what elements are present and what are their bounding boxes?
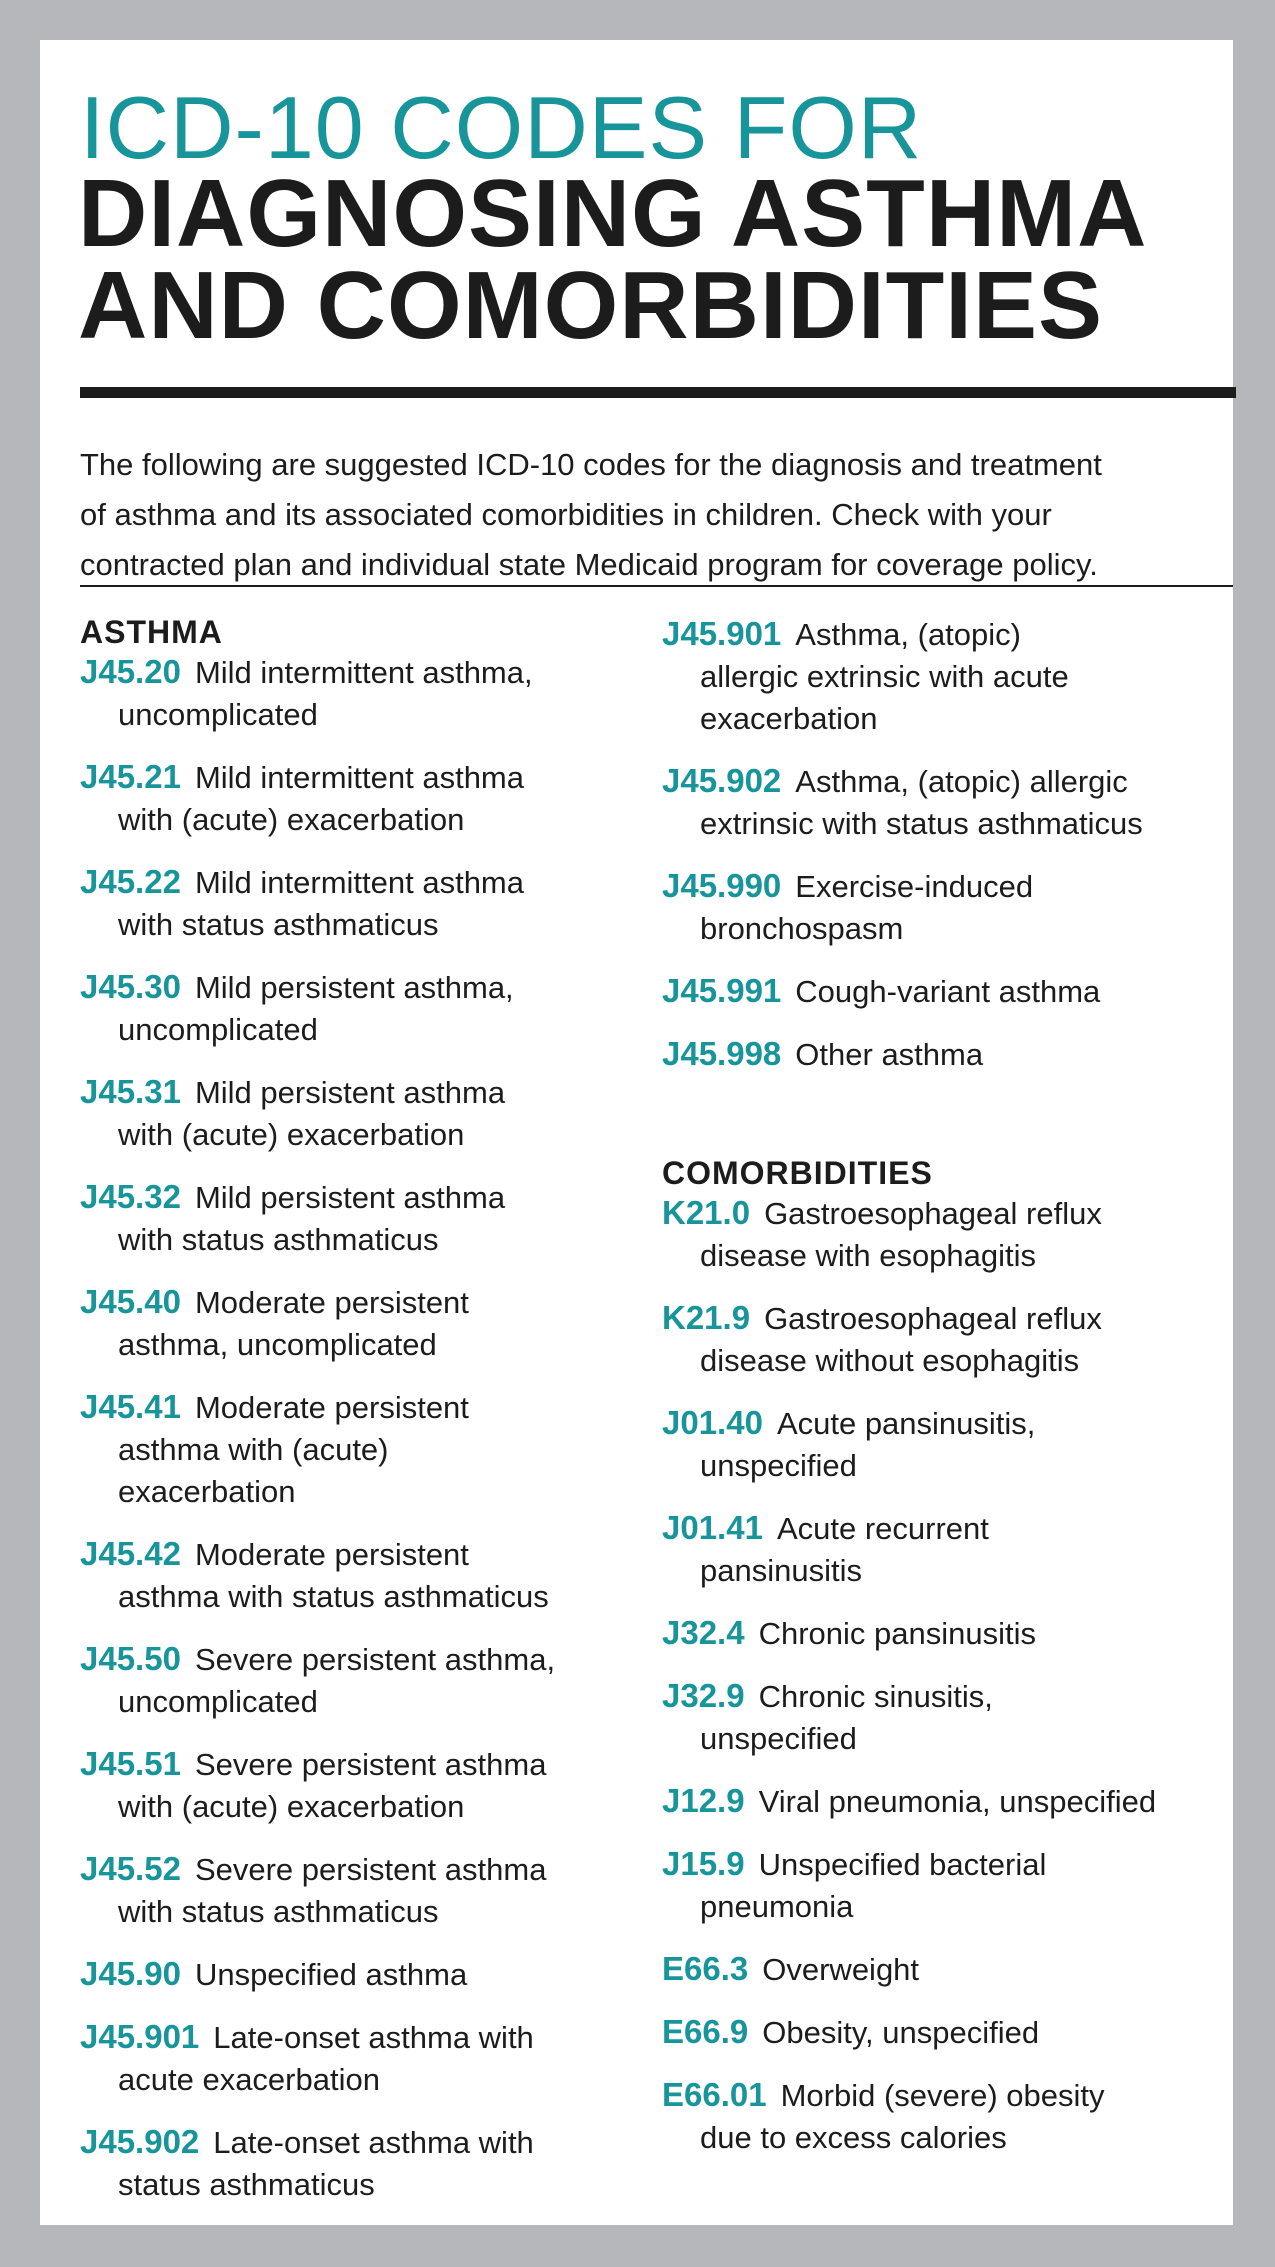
code-description: Mild intermittent asthma with (acute) exacerbation — [118, 760, 524, 837]
code-description: Unspecified asthma — [194, 1957, 468, 1992]
code-description: Chronic pansinusitis — [758, 1616, 1037, 1651]
icd-code: J45.21 — [80, 758, 181, 795]
code-entry — [662, 1297, 1232, 1382]
code-entry — [80, 1386, 640, 1513]
info-card — [40, 40, 1233, 2225]
icd-code: J45.901 — [80, 2018, 200, 2055]
code-entry — [662, 1402, 1232, 1487]
code-description: Moderate persistent asthma with status asthmaticus — [118, 1537, 549, 1614]
right-column — [662, 613, 1232, 2179]
icd-code: J32.4 — [662, 1614, 745, 1651]
code-entry — [80, 2016, 640, 2101]
code-description: Mild intermittent asthma, uncomplicated — [118, 655, 533, 732]
icd-code: J45.32 — [80, 1178, 181, 1215]
title-line-3: AND COMORBIDITIES — [78, 252, 1103, 359]
code-description: Severe persistent asthma with status asthmaticus — [118, 1852, 547, 1929]
code-entry — [662, 2074, 1232, 2159]
code-entry — [662, 865, 1232, 950]
title-divider — [80, 387, 1236, 398]
intro-paragraph: The following are suggested ICD-10 codes for the diagnosis and treatment of asthma and its associated comorbidities in children. Check with your contracted plan and individual state Medicaid program for coverage policy. — [80, 447, 1102, 582]
section-spacer — [662, 1096, 1232, 1154]
code-entry — [80, 1848, 640, 1933]
comorbidities-heading: COMORBIDITIES — [662, 1155, 933, 1191]
code-description: Asthma, (atopic) allergic extrinsic with status asthmaticus — [700, 764, 1143, 841]
icd-code: J01.40 — [662, 1404, 763, 1441]
code-description: Viral pneumonia, unspecified — [758, 1784, 1157, 1819]
code-entry — [80, 1281, 640, 1366]
code-description: Exercise-induced bronchospasm — [700, 869, 1034, 946]
title-line-2: DIAGNOSING ASTHMA — [78, 160, 1148, 267]
icd-code: J01.41 — [662, 1509, 763, 1546]
asthma-list-continued — [662, 613, 1232, 1076]
icd-code: J45.991 — [662, 972, 782, 1009]
code-description: Severe persistent asthma with (acute) exacerbation — [118, 1747, 547, 1824]
code-description: Cough-variant asthma — [795, 974, 1101, 1009]
asthma-list — [80, 651, 640, 2206]
code-description: Obesity, unspecified — [762, 2015, 1040, 2050]
comorbidities-list — [662, 1192, 1232, 2159]
code-entry — [80, 756, 640, 841]
code-entry — [80, 1071, 640, 1156]
code-description: Mild persistent asthma with status asthmaticus — [118, 1180, 506, 1257]
icd-code: J45.20 — [80, 653, 181, 690]
code-description: Mild intermittent asthma with status asthmaticus — [118, 865, 524, 942]
code-entry — [662, 1843, 1232, 1928]
icd-code: J45.901 — [662, 615, 782, 652]
code-description: Other asthma — [795, 1037, 984, 1072]
page-title — [78, 160, 1148, 359]
code-entry — [662, 1192, 1232, 1277]
icd-code: J45.40 — [80, 1283, 181, 1320]
icd-code: J45.902 — [662, 762, 782, 799]
code-entry — [662, 2011, 1232, 2054]
code-description: Moderate persistent asthma, uncomplicated — [118, 1285, 469, 1362]
title-line-1: ICD-10 CODES FOR — [80, 78, 923, 177]
icd-code: J12.9 — [662, 1782, 745, 1819]
icd-code: J45.51 — [80, 1745, 181, 1782]
icd-code: J45.902 — [80, 2123, 200, 2160]
code-description: Severe persistent asthma, uncomplicated — [118, 1642, 556, 1719]
icd-code: J45.42 — [80, 1535, 181, 1572]
icd-code: K21.9 — [662, 1299, 751, 1336]
asthma-heading: ASTHMA — [80, 614, 223, 650]
icd-code: K21.0 — [662, 1194, 751, 1231]
code-description: Moderate persistent asthma with (acute) exacerbation — [118, 1390, 469, 1509]
code-description: Morbid (severe) obesity due to excess calories — [700, 2078, 1105, 2155]
icd-code: J45.31 — [80, 1073, 181, 1110]
code-description: Late-onset asthma with acute exacerbation — [118, 2020, 534, 2097]
code-entry — [80, 1533, 640, 1618]
code-description: Acute recurrent pansinusitis — [700, 1511, 989, 1588]
code-entry — [80, 861, 640, 946]
icd-code: J45.90 — [80, 1955, 181, 1992]
icd-code: E66.01 — [662, 2076, 767, 2113]
left-column — [80, 613, 640, 2226]
intro-divider — [80, 585, 1233, 587]
icd-code: J45.41 — [80, 1388, 181, 1425]
icd-code: J15.9 — [662, 1845, 745, 1882]
code-description: Acute pansinusitis, unspecified — [700, 1406, 1036, 1483]
code-entry — [80, 1953, 640, 1996]
code-entry — [662, 970, 1232, 1013]
code-description: Chronic sinusitis, unspecified — [700, 1679, 993, 1756]
icd-code: J45.52 — [80, 1850, 181, 1887]
code-entry — [662, 1612, 1232, 1655]
code-entry — [662, 1780, 1232, 1823]
code-entry — [662, 1507, 1232, 1592]
code-description: Mild persistent asthma with (acute) exacerbation — [118, 1075, 506, 1152]
icd-code: J45.22 — [80, 863, 181, 900]
code-description: Mild persistent asthma, uncomplicated — [118, 970, 514, 1047]
code-description: Overweight — [762, 1952, 920, 1987]
icd-code: E66.3 — [662, 1950, 749, 1987]
code-entry — [80, 2121, 640, 2206]
code-entry — [662, 1948, 1232, 1991]
code-entry — [662, 1033, 1232, 1076]
icd-code: J45.50 — [80, 1640, 181, 1677]
code-description: Gastroesophageal reflux disease without esophagitis — [700, 1301, 1102, 1378]
code-description: Gastroesophageal reflux disease with esophagitis — [700, 1196, 1102, 1273]
icd-code: J45.30 — [80, 968, 181, 1005]
code-entry — [662, 760, 1232, 845]
code-entry — [80, 966, 640, 1051]
code-entry — [80, 1176, 640, 1261]
code-description: Unspecified bacterial pneumonia — [700, 1847, 1047, 1924]
icd-code: J45.990 — [662, 867, 782, 904]
code-entry — [662, 1675, 1232, 1760]
icd-code: E66.9 — [662, 2013, 749, 2050]
code-entry — [80, 1743, 640, 1828]
code-entry — [80, 1638, 640, 1723]
code-entry — [80, 651, 640, 736]
code-description: Late-onset asthma with status asthmaticus — [118, 2125, 534, 2202]
icd-code: J45.998 — [662, 1035, 782, 1072]
icd-code: J32.9 — [662, 1677, 745, 1714]
code-entry — [662, 613, 1232, 740]
code-description: Asthma, (atopic) allergic extrinsic with acute exacerbation — [700, 617, 1069, 736]
